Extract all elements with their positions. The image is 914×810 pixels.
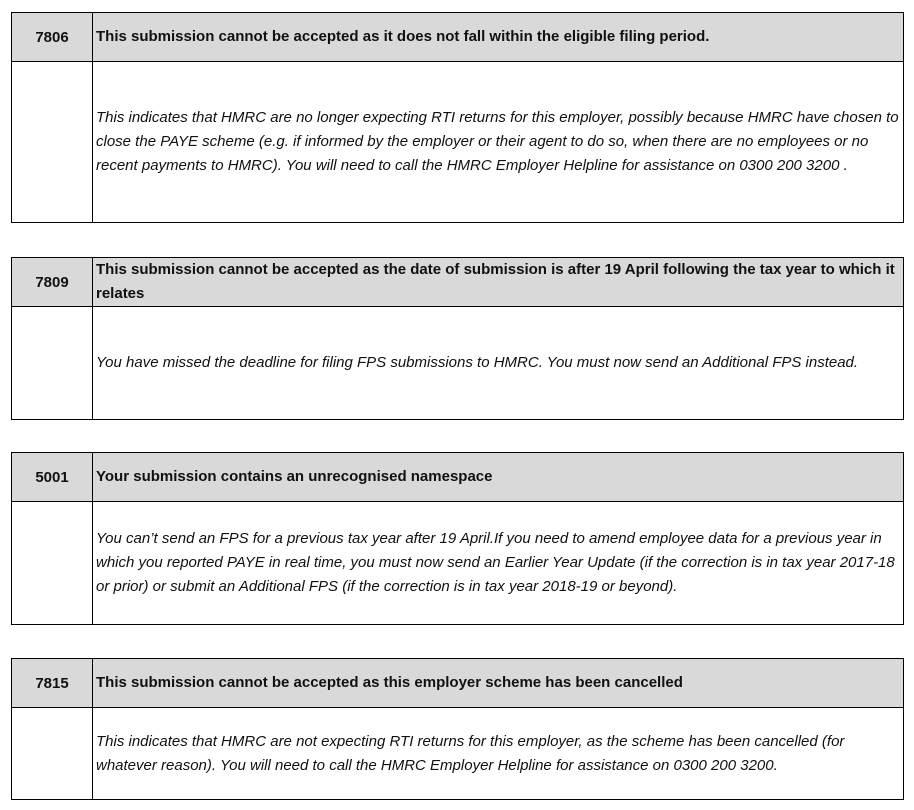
error-code: 7806	[12, 13, 93, 62]
empty-cell	[12, 62, 93, 223]
error-header-row	[12, 453, 904, 502]
error-table-7815	[11, 658, 904, 800]
error-description: This indicates that HMRC are not expecting RTI returns for this employer, as the scheme has been cancelled (for whatever reason). You will need to call the HMRC Employer Helpline for assistance on 0300 200 3200.	[93, 708, 904, 800]
error-table-7809	[11, 257, 904, 420]
error-description-row	[12, 502, 904, 625]
error-table-7806	[11, 12, 904, 223]
error-code: 7809	[12, 258, 93, 307]
error-description-row	[12, 708, 904, 800]
error-header-row	[12, 659, 904, 708]
error-description: You can’t send an FPS for a previous tax year after 19 April.If you need to amend employee data for a previous year in which you reported PAYE in real time, you must now send an Earlier Year Update (if the correction is in tax year 2017-18 or prior) or submit an Additional FPS (if the correction is in tax year 2018-19 or beyond).	[93, 502, 904, 625]
error-header-row	[12, 13, 904, 62]
error-description-row	[12, 62, 904, 223]
error-title: This submission cannot be accepted as it does not fall within the eligible filing period.	[93, 13, 904, 62]
empty-cell	[12, 502, 93, 625]
error-code: 5001	[12, 453, 93, 502]
error-description-row	[12, 307, 904, 420]
error-table-5001	[11, 452, 904, 625]
error-title: This submission cannot be accepted as the date of submission is after 19 April following the tax year to which it relates	[93, 258, 904, 307]
empty-cell	[12, 708, 93, 800]
error-title: This submission cannot be accepted as this employer scheme has been cancelled	[93, 659, 904, 708]
error-description: This indicates that HMRC are no longer expecting RTI returns for this employer, possibly because HMRC have chosen to close the PAYE scheme (e.g. if informed by the employer or their agent to do so, when there are no employees or no recent payments to HMRC). You will need to call the HMRC Employer Helpline for assistance on 0300 200 3200 .	[93, 62, 904, 223]
empty-cell	[12, 307, 93, 420]
error-description: You have missed the deadline for filing FPS submissions to HMRC. You must now send an Additional FPS instead.	[93, 307, 904, 420]
error-header-row	[12, 258, 904, 307]
error-code: 7815	[12, 659, 93, 708]
error-title: Your submission contains an unrecognised namespace	[93, 453, 904, 502]
